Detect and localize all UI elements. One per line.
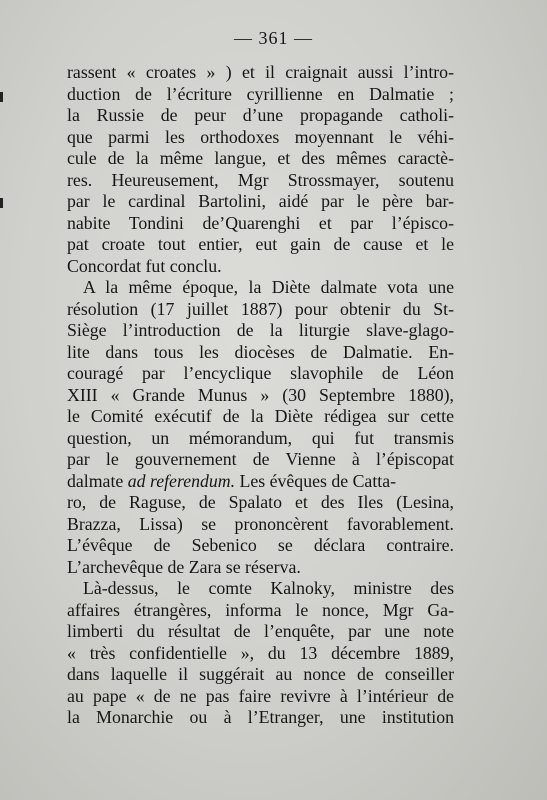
text-segment: dalmate (67, 470, 128, 491)
page-number: — 361 — (234, 28, 313, 48)
body-text (67, 62, 454, 729)
text-line: Là-dessus, le comte Kalnoky, ministre des (83, 578, 454, 598)
text-line: Concordat fut conclu. (67, 255, 222, 276)
text-line: duction de l’écriture cyrillienne en Dalmatie ; (67, 83, 454, 104)
text-line: Brazza, Lissa) se prononcèrent favorablement. (67, 513, 454, 534)
text-line: la Russie de peur d’une propagande catholi- (67, 105, 454, 125)
text-line: XIII « Grande Munus » (30 Septembre 1880), (67, 384, 454, 405)
text-line: au pape « de ne pas faire revivre à l’intérieur de (67, 685, 454, 706)
italic-phrase: ad referendum. (127, 470, 236, 491)
text-line: le Comité exécutif de la Diète rédigea sur cette (67, 406, 454, 426)
text-line: dans laquelle il suggérait au nonce de conseiller (67, 664, 454, 684)
text-line: pat croate tout entier, eut gain de cause et le (67, 234, 454, 254)
text-line: question, un mémorandum, qui fut transmis (67, 427, 454, 448)
text-segment: Les évêques de Catta- (235, 470, 397, 491)
text-line: que parmi les orthodoxes moyennant le véhi- (67, 126, 454, 147)
text-line: res. Heureusement, Mgr Strossmayer, soutenu (67, 169, 454, 190)
text-line (67, 471, 454, 493)
text-line: lite dans tous les diocèses de Dalmatie. En- (67, 341, 454, 362)
text-line: ro, de Raguse, de Spalato et des Iles (Lesina, (67, 492, 454, 512)
text-line: affaires étrangères, informa le nonce, Mgr Ga- (67, 599, 454, 620)
text-line: L’évêque de Sebenico se déclara contraire. (67, 535, 454, 555)
text-line: par le cardinal Bartolini, aidé par le père bar- (67, 191, 454, 211)
text-line: cule de la même langue, et des mêmes caractè- (67, 148, 454, 168)
text-line: L’archevêque de Zara se réserva. (67, 556, 301, 577)
text-line: par le gouvernement de Vienne à l’épiscopat (67, 449, 454, 469)
text-line: limberti du résultat de l’enquête, par une note (67, 621, 454, 641)
text-line: « très confidentielle », du 13 décembre 1889, (67, 642, 454, 663)
text-line: résolution (17 juillet 1887) pour obtenir du St- (67, 298, 454, 319)
text-line: rassent « croates » ) et il craignait aussi l’intro- (67, 62, 454, 82)
text-line: la Monarchie ou à l’Etranger, une institution (67, 707, 454, 727)
page-edge-mark (0, 198, 3, 208)
text-line: A la même époque, la Diète dalmate vota une (83, 277, 454, 297)
page-edge-mark (0, 92, 3, 102)
text-line: couragé par l’encyclique slavophile de Léon (67, 363, 454, 383)
text-line: nabite Tondini de’Quarenghi et par l’épisco- (67, 212, 454, 233)
text-line: Siège l’introduction de la liturgie slave-glago- (67, 320, 454, 340)
